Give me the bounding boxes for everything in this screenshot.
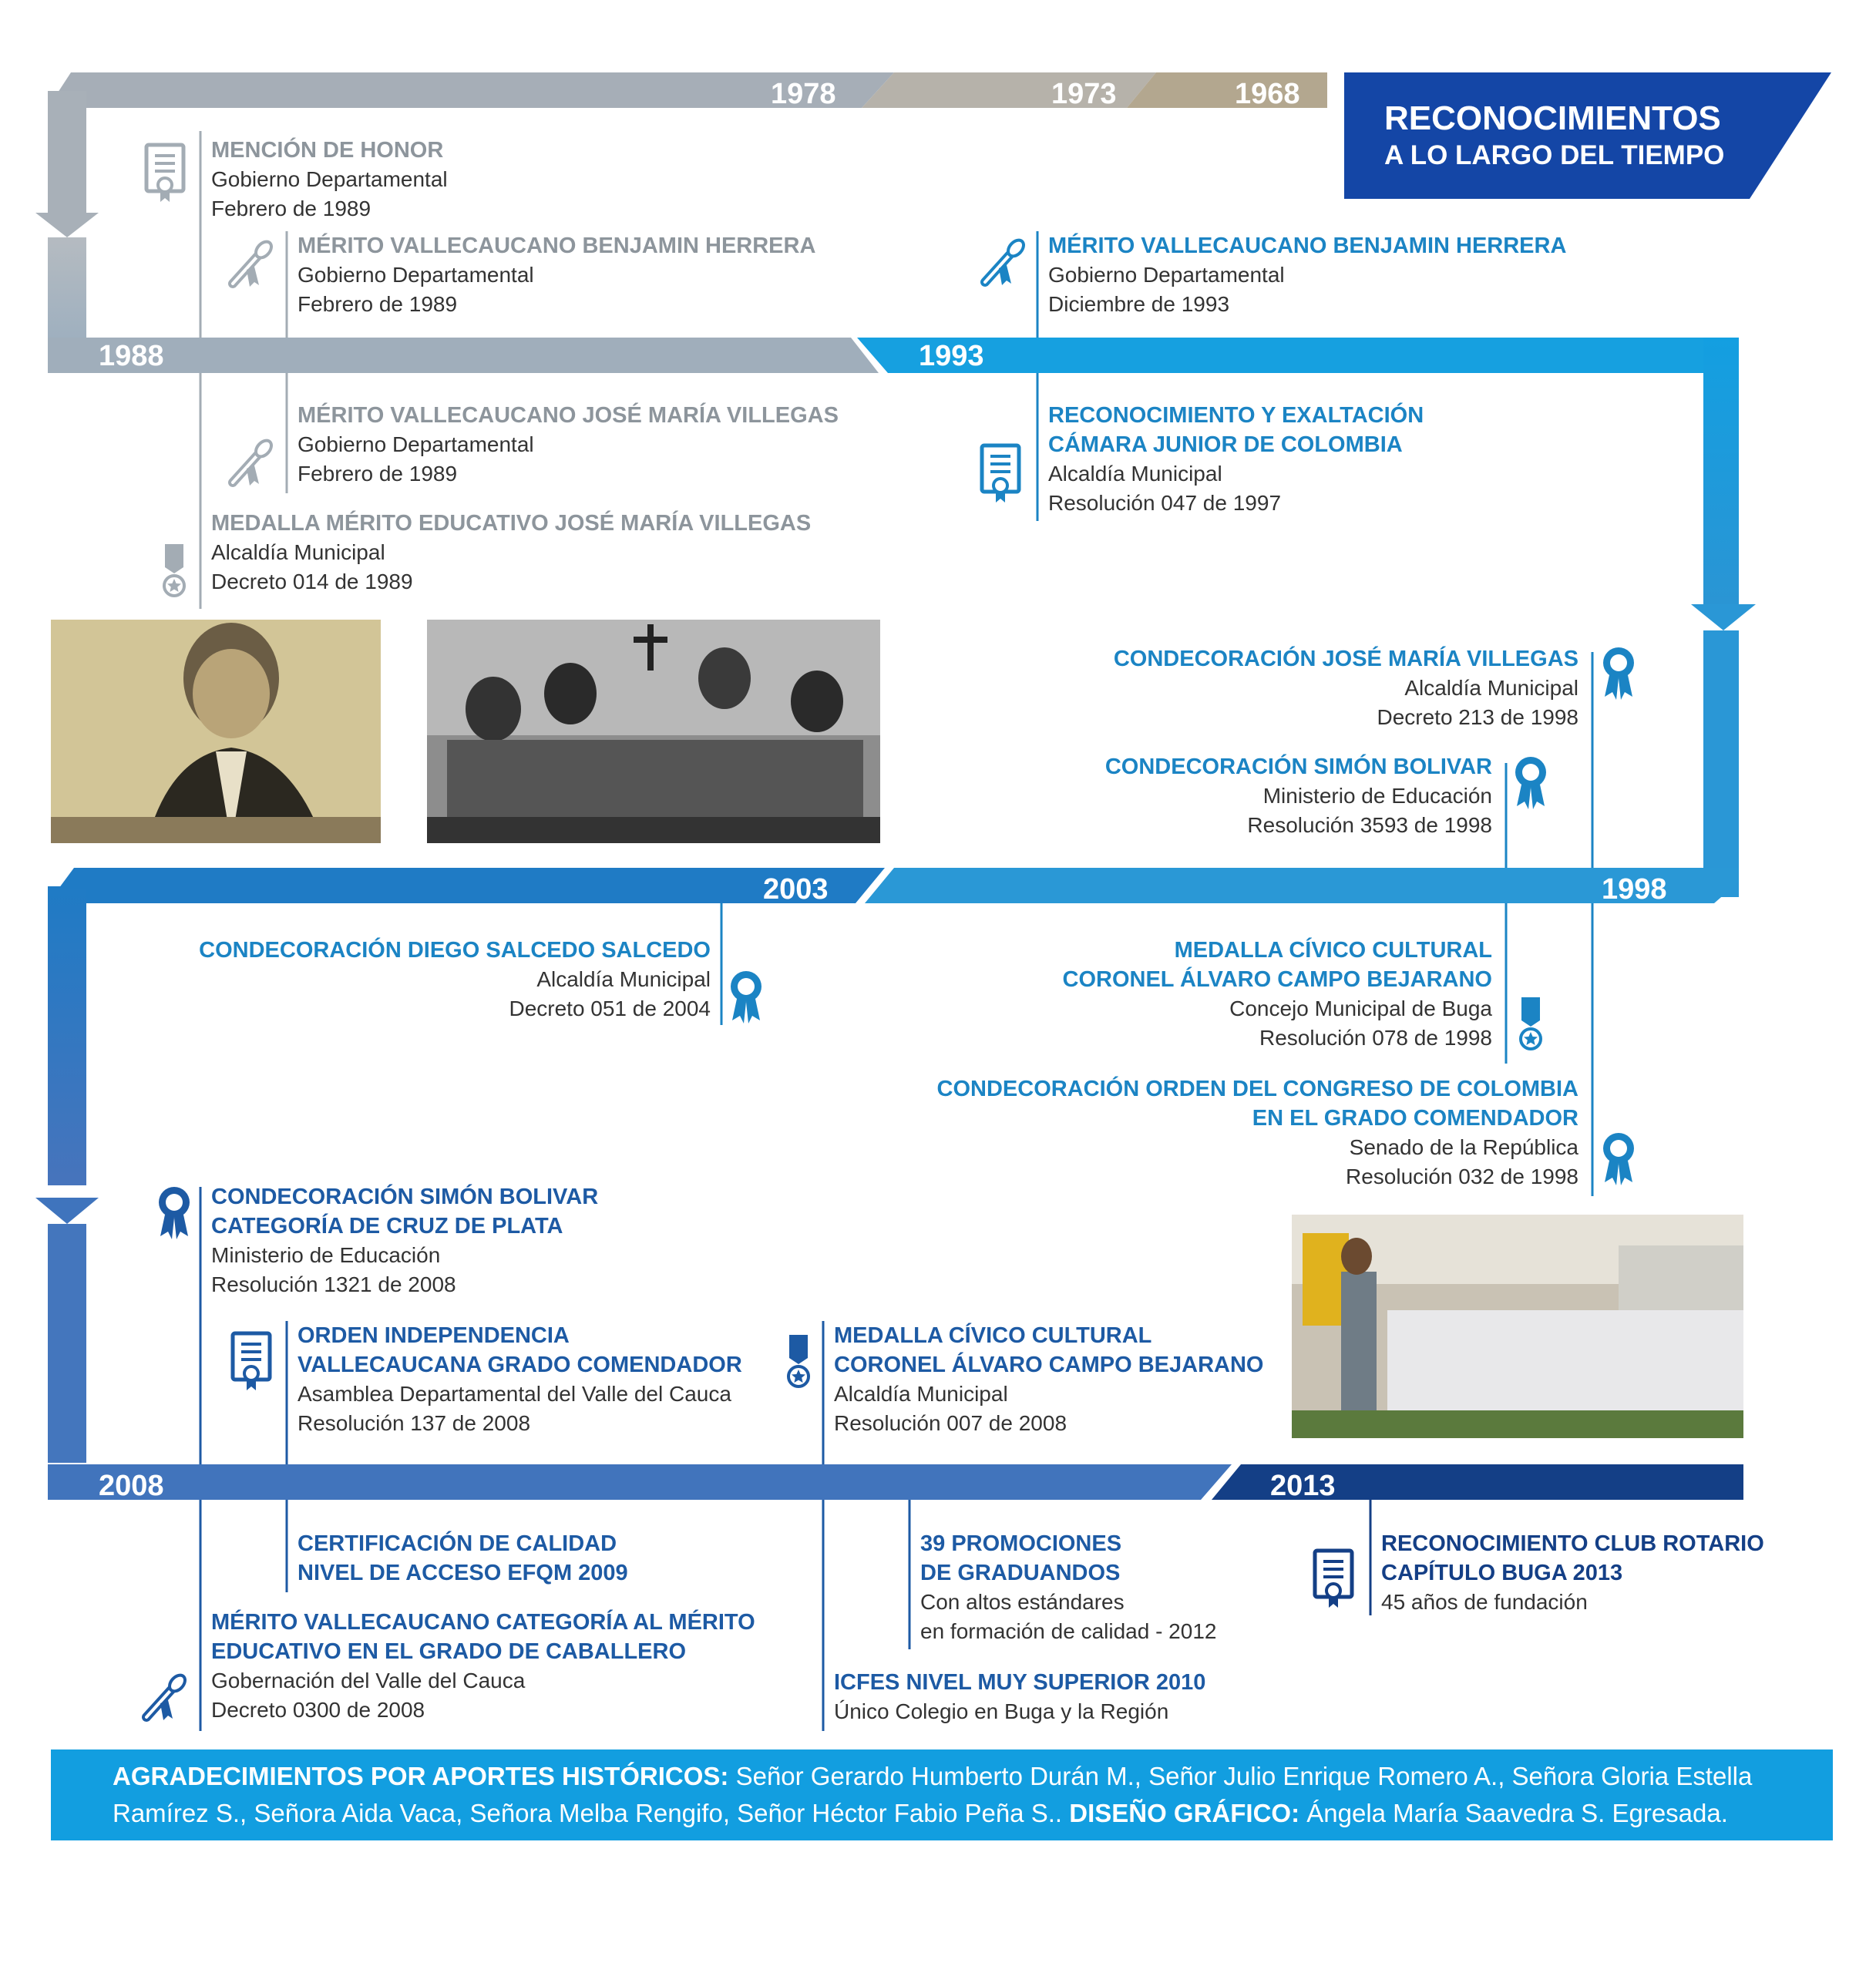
entry-desc: Diciembre de 1993: [1048, 292, 1230, 316]
portrait-photo: [51, 620, 381, 843]
rosette-icon: [1603, 647, 1634, 700]
year-2008: 2008: [99, 1470, 164, 1502]
entry-medalla-merito-educativo: [211, 509, 811, 597]
entry-desc: Febrero de 1989: [211, 197, 372, 220]
band-1988: [48, 338, 879, 373]
entry-desc: Alcaldía Municipal: [1048, 462, 1222, 486]
entry-desc: Gobierno Departamental: [298, 263, 534, 287]
page-title: [1384, 99, 1724, 173]
entry-bolivar-cruz-plata: [211, 1182, 598, 1299]
entry-title: ICFES NIVEL MUY SUPERIOR 2010: [834, 1670, 1206, 1695]
rosette-icon: [1603, 1133, 1634, 1185]
entry-merito-caballero: [211, 1608, 755, 1725]
entry-title: EDUCATIVO EN EL GRADO DE CABALLERO: [211, 1639, 687, 1664]
entry-title: CATEGORÍA DE CRUZ DE PLATA: [211, 1214, 563, 1239]
entry-title: CÁMARA JUNIOR DE COLOMBIA: [1048, 432, 1403, 457]
entry-certificacion-calidad: [298, 1529, 628, 1588]
entry-desc: Con altos estándares: [920, 1590, 1125, 1614]
entry-desc: Ministerio de Educación: [211, 1243, 441, 1267]
arrow-down-2: [1691, 604, 1756, 630]
entry-medalla-civico-2008: [834, 1321, 1263, 1438]
group-photo: [427, 620, 880, 843]
entry-desc: Gobierno Departamental: [298, 432, 534, 456]
year-1993: 1993: [919, 340, 984, 372]
entry-title: MEDALLA MÉRITO EDUCATIVO JOSÉ MARÍA VILLEGAS: [211, 511, 812, 536]
entry-desc: Gobernación del Valle del Cauca: [211, 1669, 526, 1692]
band-1993: [857, 338, 1739, 373]
diploma-icon: [985, 237, 1027, 285]
medal-icon: [164, 544, 184, 596]
entry-title: CONDECORACIÓN DIEGO SALCEDO SALCEDO: [199, 938, 711, 963]
design-text: Ángela María Saavedra S. Egresada.: [1299, 1799, 1728, 1827]
year-1988: 1988: [99, 340, 164, 372]
page-title-line2: A LO LARGO DEL TIEMPO: [1384, 140, 1725, 170]
year-1968: 1968: [1235, 78, 1300, 110]
diploma-icon: [233, 438, 274, 486]
credits-footer: [51, 1749, 1833, 1840]
rosette-icon: [1515, 757, 1546, 809]
entry-desc: Resolución 1321 de 2008: [211, 1272, 456, 1296]
entry-medalla-civico-1998: [1063, 936, 1492, 1053]
entry-club-rotario: [1381, 1529, 1764, 1617]
certificate-icon: [146, 145, 183, 202]
entry-desc: Decreto 213 de 1998: [1377, 705, 1578, 729]
entry-desc: Febrero de 1989: [298, 462, 458, 486]
entry-condecoracion-bolivar-1998: [1105, 752, 1492, 840]
entry-title: CONDECORACIÓN ORDEN DEL CONGRESO DE COLOMBIA: [936, 1077, 1578, 1101]
entry-merito-benjamin-1989: [298, 231, 815, 319]
medal-icon: [1521, 997, 1541, 1049]
diploma-icon: [233, 239, 274, 287]
year-1998: 1998: [1602, 873, 1667, 906]
entry-title: CORONEL ÁLVARO CAMPO BEJARANO: [1062, 967, 1492, 992]
entry-promociones: [920, 1529, 1216, 1646]
entry-desc: Gobierno Departamental: [211, 167, 448, 191]
entry-title: 39 PROMOCIONES: [920, 1531, 1122, 1556]
medal-icon: [788, 1335, 809, 1386]
entry-condecoracion-salcedo: [199, 936, 711, 1023]
entry-title: MÉRITO VALLECAUCANO CATEGORÍA AL MÉRITO: [211, 1610, 755, 1635]
entry-desc: en formación de calidad - 2012: [920, 1619, 1217, 1643]
entry-title: CONDECORACIÓN SIMÓN BOLIVAR: [1104, 755, 1492, 779]
entry-title: CERTIFICACIÓN DE CALIDAD: [298, 1531, 617, 1556]
entry-title: CONDECORACIÓN SIMÓN BOLIVAR: [211, 1185, 599, 1209]
entry-title: VALLECAUCANA GRADO COMENDADOR: [298, 1353, 742, 1377]
entry-desc: Resolución 007 de 2008: [834, 1411, 1067, 1435]
entry-title: DE GRADUANDOS: [920, 1561, 1121, 1585]
thanks-label: AGRADECIMIENTOS POR APORTES HISTÓRICOS:: [113, 1762, 729, 1790]
entry-title: MÉRITO VALLECAUCANO JOSÉ MARÍA VILLEGAS: [298, 403, 839, 428]
entry-desc: Alcaldía Municipal: [211, 540, 385, 564]
entry-title: ORDEN INDEPENDENCIA: [298, 1323, 570, 1348]
band-2003: [48, 868, 885, 903]
entry-desc: Decreto 014 de 1989: [211, 570, 413, 593]
arrow-down-1: [35, 213, 99, 237]
entry-merito-benjamin-1993: [1048, 231, 1566, 319]
thanks-text: Señor Gerardo Humberto Durán M., Señor Julio Enrique Romero A., Señora Gloria Estella Ramírez S., Señora Aida Vaca, Señora Melba Rengifo, Señor Héctor Fabio Peña S..: [113, 1762, 1753, 1827]
classroom-photo: [1292, 1215, 1743, 1438]
entry-camara-junior: [1048, 401, 1424, 518]
entry-title: MÉRITO VALLECAUCANO BENJAMIN HERRERA: [298, 234, 816, 258]
arrow-down-3: [35, 1198, 99, 1224]
entry-desc: Resolución 137 de 2008: [298, 1411, 531, 1435]
year-2003: 2003: [763, 873, 829, 906]
entry-desc: Resolución 3593 de 1998: [1247, 813, 1492, 837]
year-2013: 2013: [1270, 1470, 1336, 1502]
entry-desc: Concejo Municipal de Buga: [1229, 997, 1492, 1020]
entry-desc: Resolución 078 de 1998: [1259, 1026, 1492, 1050]
entry-desc: Alcaldía Municipal: [536, 967, 711, 991]
entry-desc: Febrero de 1989: [298, 292, 458, 316]
entry-desc: Decreto 0300 de 2008: [211, 1698, 425, 1722]
year-1973: 1973: [1051, 78, 1117, 110]
entry-title: CAPÍTULO BUGA 2013: [1381, 1561, 1623, 1585]
entry-desc: Resolución 047 de 1997: [1048, 491, 1282, 515]
entry-condecoracion-villegas: [1114, 644, 1578, 732]
entry-merito-villegas-1989: [298, 401, 839, 489]
entry-desc: Resolución 032 de 1998: [1345, 1165, 1578, 1188]
rosette-icon: [159, 1187, 190, 1239]
entry-congreso-colombia: [937, 1074, 1578, 1192]
entry-desc: Ministerio de Educación: [1262, 784, 1492, 808]
band-1978: [48, 72, 894, 108]
year-1978: 1978: [771, 78, 836, 110]
entry-desc: 45 años de fundación: [1381, 1590, 1588, 1614]
entry-title: MÉRITO VALLECAUCANO BENJAMIN HERRERA: [1048, 234, 1567, 258]
entry-desc: Único Colegio en Buga y la Región: [834, 1699, 1169, 1723]
entry-desc: Alcaldía Municipal: [1404, 676, 1578, 700]
design-label: DISEÑO GRÁFICO:: [1069, 1799, 1300, 1827]
entry-orden-independencia: [298, 1321, 742, 1438]
entry-title: NIVEL DE ACCESO EFQM 2009: [298, 1561, 628, 1585]
entry-desc: Asamblea Departamental del Valle del Cauca: [298, 1382, 731, 1406]
entry-title: EN EL GRADO COMENDADOR: [1252, 1106, 1578, 1131]
page-title-line1: RECONOCIMIENTOS: [1384, 99, 1721, 137]
entry-title: CONDECORACIÓN JOSÉ MARÍA VILLEGAS: [1113, 647, 1578, 671]
diploma-icon: [146, 1672, 188, 1720]
entry-mencion-honor: [211, 136, 448, 224]
entry-title: MEDALLA CÍVICO CULTURAL: [1174, 938, 1492, 963]
entry-desc: Alcaldía Municipal: [834, 1382, 1008, 1406]
entry-title: CORONEL ÁLVARO CAMPO BEJARANO: [834, 1353, 1264, 1377]
entry-title: RECONOCIMIENTO CLUB ROTARIO: [1381, 1531, 1764, 1556]
certificate-icon: [233, 1333, 270, 1390]
certificate-icon: [1315, 1551, 1352, 1608]
entry-desc: Senado de la República: [1349, 1135, 1578, 1159]
entry-title: MEDALLA CÍVICO CULTURAL: [834, 1323, 1152, 1348]
certificate-icon: [982, 445, 1019, 502]
entry-title: MENCIÓN DE HONOR: [211, 138, 444, 163]
entry-desc: Decreto 051 de 2004: [509, 997, 711, 1020]
entry-desc: Gobierno Departamental: [1048, 263, 1285, 287]
rosette-icon: [731, 971, 761, 1023]
entry-title: RECONOCIMIENTO Y EXALTACIÓN: [1048, 403, 1424, 428]
band-2008: [48, 1464, 1232, 1500]
entry-icfes: [834, 1668, 1205, 1726]
